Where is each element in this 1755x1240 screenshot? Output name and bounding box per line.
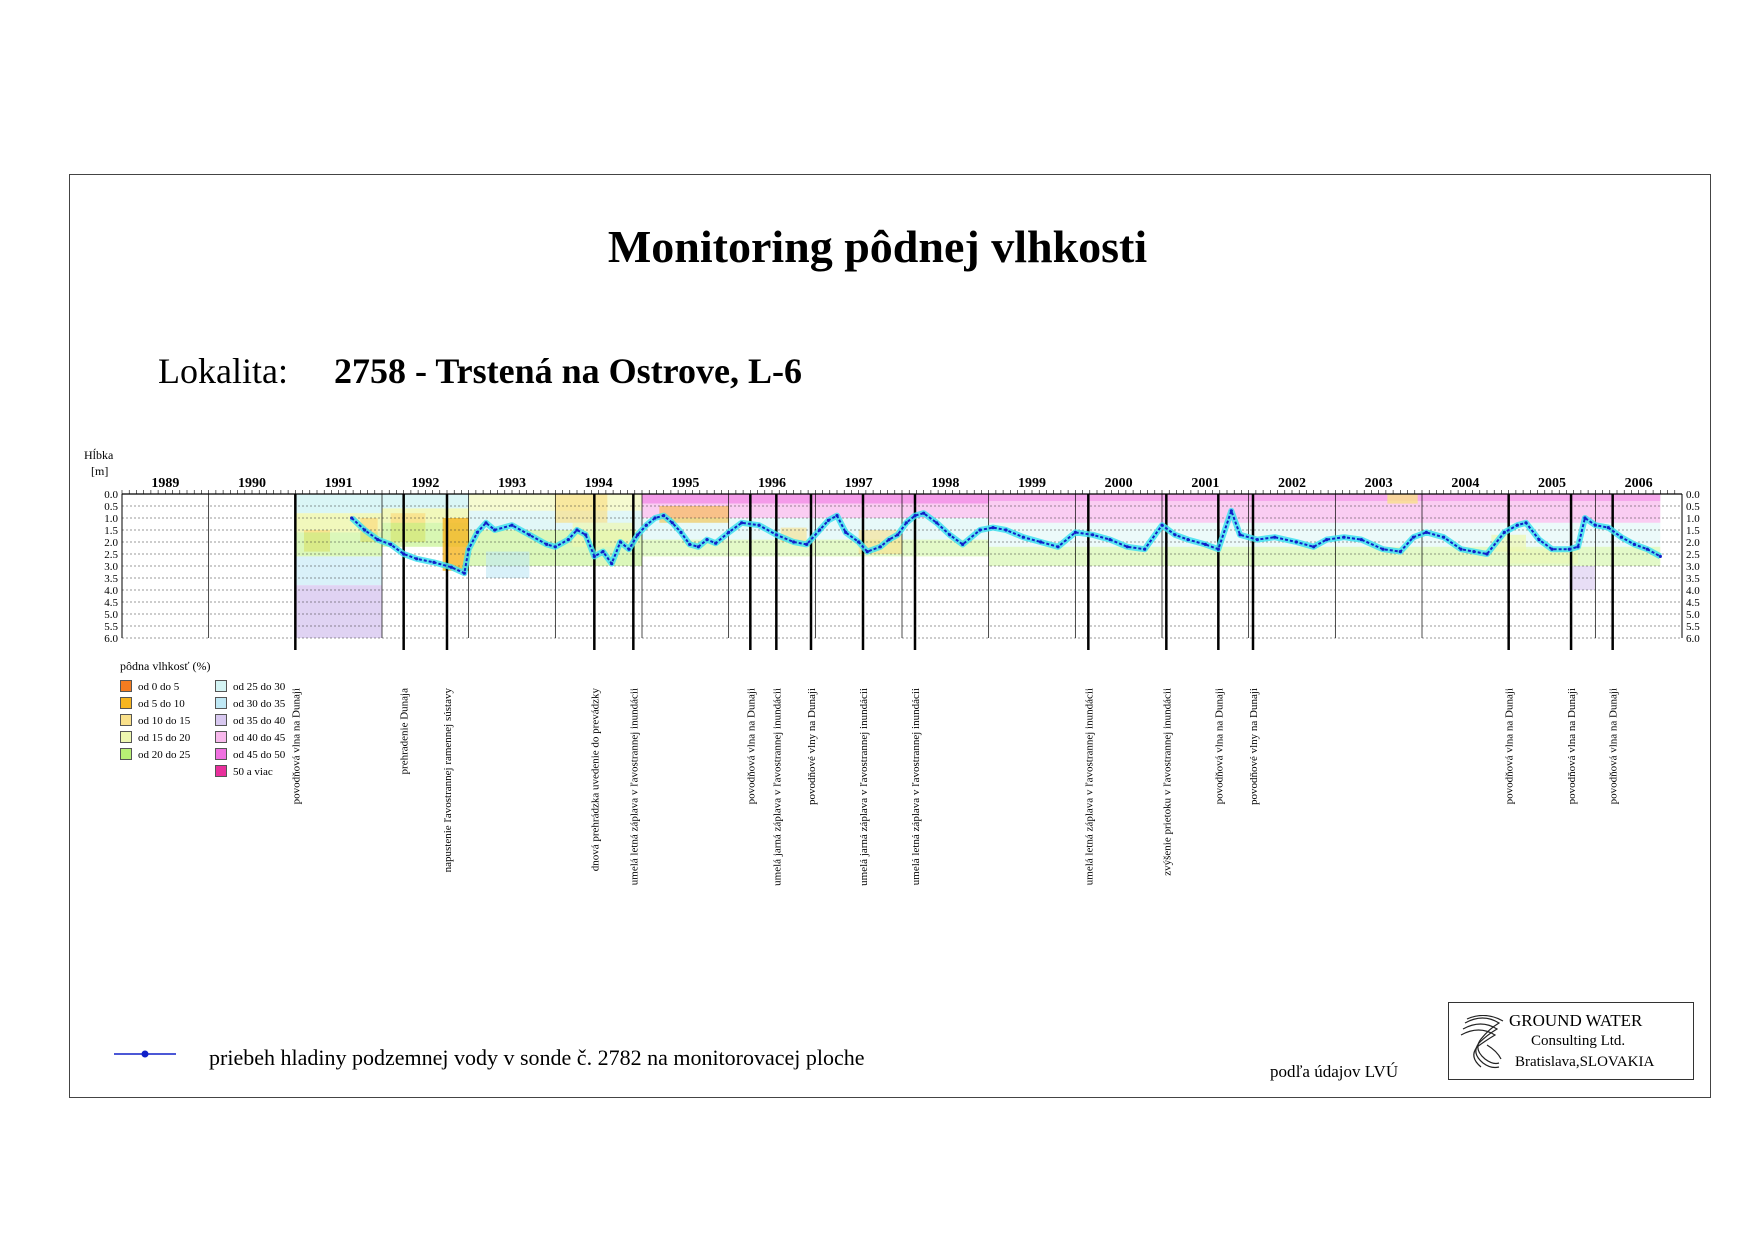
- legend-item: [120, 731, 190, 744]
- groundwater-point: [463, 572, 466, 575]
- groundwater-point: [1537, 538, 1540, 541]
- groundwater-point: [1039, 540, 1042, 543]
- groundwater-point: [1091, 533, 1094, 536]
- groundwater-point: [1074, 531, 1077, 534]
- y-tick-label-left: 3.5: [104, 573, 118, 585]
- x-tick-label-year: 2001: [1191, 476, 1220, 491]
- event-label: povodňová vlna na Dunaji: [1213, 688, 1226, 805]
- legend-item: [120, 748, 190, 761]
- legend-label: od 25 do 30: [233, 681, 286, 693]
- x-tick-label-year: 2003: [1364, 476, 1393, 491]
- groundwater-legend-marker: [114, 1044, 176, 1064]
- legend-item: [120, 680, 179, 693]
- groundwater-point: [671, 521, 674, 524]
- legend-label: od 0 do 5: [138, 681, 180, 693]
- event-label: povodňová vlna na Dunaji: [1503, 688, 1516, 805]
- groundwater-point: [415, 557, 418, 560]
- groundwater-point: [1412, 536, 1415, 539]
- groundwater-point: [584, 533, 587, 536]
- moisture-cell: [295, 556, 382, 585]
- groundwater-point: [922, 512, 925, 515]
- groundwater-point: [679, 531, 682, 534]
- logo-line-3: Bratislava,SLOVAKIA: [1515, 1054, 1655, 1070]
- event-label: umelá letná záplava v ľavostrannej inundácii: [910, 688, 922, 886]
- x-tick-label-year: 1990: [238, 476, 266, 491]
- y-tick-label-right: 5.5: [1686, 621, 1700, 633]
- event-label: napustenie ľavostrannej ramennej sústavy: [442, 688, 454, 873]
- groundwater-point: [1607, 526, 1610, 529]
- event-label: povodňová vlna na Dunaji: [290, 688, 303, 805]
- groundwater-point: [978, 528, 981, 531]
- legend-label: od 30 do 35: [233, 698, 286, 710]
- event-label: dnová prehrádzka uvedenie do prevádzky: [589, 688, 602, 872]
- groundwater-point: [775, 533, 778, 536]
- groundwater-point: [1516, 524, 1519, 527]
- y-tick-label-left: 6.0: [104, 633, 118, 645]
- y-tick-label-right: 4.0: [1686, 585, 1700, 597]
- groundwater-point: [1325, 538, 1328, 541]
- groundwater-point: [1524, 521, 1527, 524]
- groundwater-point: [697, 545, 700, 548]
- groundwater-point: [1620, 536, 1623, 539]
- groundwater-point: [961, 543, 964, 546]
- y-tick-label-left: 0.0: [104, 489, 118, 501]
- groundwater-point: [866, 550, 869, 553]
- legend-item: [120, 697, 185, 710]
- x-tick-label-year: 2005: [1538, 476, 1566, 491]
- x-tick-label-year: 2004: [1451, 476, 1480, 491]
- x-tick-label-year: 1999: [1018, 476, 1046, 491]
- legend-label: od 40 do 45: [233, 732, 286, 744]
- groundwater-point: [1442, 536, 1445, 539]
- groundwater-point: [1659, 555, 1662, 558]
- groundwater-point: [857, 540, 860, 543]
- groundwater-legend-label: priebeh hladiny podzemnej vody v sonde č. 2782 na monitorovacej ploche: [209, 1045, 865, 1070]
- groundwater-point: [662, 514, 665, 517]
- groundwater-point: [1173, 533, 1176, 536]
- groundwater-point: [528, 533, 531, 536]
- groundwater-point: [827, 519, 830, 522]
- company-logo: [1448, 1002, 1694, 1080]
- x-tick-label-year: 1993: [498, 476, 526, 491]
- groundwater-point: [376, 538, 379, 541]
- event-label: povodňová vlna na Dunaji: [1607, 688, 1620, 805]
- x-tick-label-year: 2000: [1104, 476, 1133, 491]
- moisture-cell: [555, 494, 607, 523]
- groundwater-point: [432, 561, 435, 564]
- legend-swatch: [120, 697, 132, 709]
- groundwater-point: [740, 521, 743, 524]
- moisture-cell: [295, 494, 382, 513]
- groundwater-point: [567, 538, 570, 541]
- legend-label: od 35 do 40: [233, 715, 286, 727]
- groundwater-point: [1312, 545, 1315, 548]
- x-tick-label-year: 1989: [151, 476, 180, 491]
- event-label: povodňové vlny na Dunaji: [1248, 688, 1260, 806]
- groundwater-point: [991, 526, 994, 529]
- legend-item: [215, 731, 285, 744]
- location-value: 2758 - Trstená na Ostrove, L-6: [334, 351, 802, 391]
- groundwater-point: [653, 516, 656, 519]
- groundwater-point: [705, 538, 708, 541]
- y-tick-label-right: 6.0: [1686, 633, 1700, 645]
- groundwater-point: [1576, 545, 1579, 548]
- y-tick-label-left: 3.0: [104, 561, 118, 573]
- groundwater-point: [1108, 538, 1111, 541]
- moisture-cell: [295, 585, 382, 638]
- location-label: Lokalita:: [158, 351, 288, 391]
- event-label: povodňová vlna na Dunaji: [1566, 688, 1579, 805]
- groundwater-point: [627, 548, 630, 551]
- y-tick-label-left: 0.5: [104, 501, 118, 513]
- groundwater-point: [350, 516, 353, 519]
- groundwater-point: [714, 542, 717, 545]
- groundwater-point: [402, 552, 405, 555]
- logo-line-1: GROUND WATER: [1509, 1011, 1643, 1030]
- legend-item: [215, 765, 273, 778]
- legend-item: [215, 714, 285, 727]
- legend-item: [215, 680, 285, 693]
- groundwater-point: [1594, 524, 1597, 527]
- legend-swatch: [215, 680, 227, 692]
- groundwater-point: [1633, 543, 1636, 546]
- groundwater-point: [879, 545, 882, 548]
- y-tick-label-right: 0.5: [1686, 501, 1700, 513]
- y-tick-label-right: 5.0: [1686, 609, 1700, 621]
- x-tick-label-year: 1992: [411, 476, 440, 491]
- groundwater-point: [1425, 531, 1428, 534]
- groundwater-point: [844, 531, 847, 534]
- legend-swatch: [215, 697, 227, 709]
- y-axis-label-unit: [m]: [91, 464, 109, 478]
- x-tick-label-year: 2002: [1278, 476, 1306, 491]
- groundwater-point: [1256, 538, 1259, 541]
- groundwater-point: [1342, 536, 1345, 539]
- x-tick-label-year: 2006: [1624, 476, 1653, 491]
- groundwater-point: [757, 524, 760, 527]
- event-label: umelá letná záplava v ľavostrannej inundácii: [628, 688, 641, 886]
- legend-item: [215, 748, 285, 761]
- legend-swatch: [120, 680, 132, 692]
- legend-swatch: [215, 714, 227, 726]
- groundwater-point: [645, 524, 648, 527]
- groundwater-point: [601, 550, 604, 553]
- y-tick-label-right: 0.0: [1686, 489, 1700, 501]
- groundwater-point: [510, 524, 513, 527]
- event-label: povodňové vlny na Dunaji: [806, 688, 818, 806]
- groundwater-point: [1550, 548, 1553, 551]
- groundwater-point: [727, 531, 730, 534]
- y-tick-label-left: 1.0: [104, 513, 118, 525]
- legend-label: od 5 do 10: [138, 698, 185, 710]
- groundwater-point: [805, 543, 808, 546]
- groundwater-point: [896, 533, 899, 536]
- legend-swatch: [215, 731, 227, 743]
- source-note: podľa údajov LVÚ: [1270, 1062, 1399, 1081]
- y-axis-label-name: Hĺbka: [84, 448, 114, 462]
- y-tick-label-right: 1.5: [1686, 525, 1700, 537]
- groundwater-point: [835, 514, 838, 517]
- y-tick-label-left: 5.0: [104, 609, 118, 621]
- y-tick-label-left: 4.0: [104, 585, 118, 597]
- groundwater-point: [1568, 548, 1571, 551]
- legend-swatch: [215, 748, 227, 760]
- event-label: prehradenie Dunaja: [398, 688, 411, 775]
- groundwater-point: [363, 528, 366, 531]
- groundwater-point: [1381, 548, 1384, 551]
- groundwater-point: [1583, 516, 1586, 519]
- y-tick-label-left: 2.5: [104, 549, 118, 561]
- y-tick-label-left: 1.5: [104, 525, 118, 537]
- groundwater-point: [545, 543, 548, 546]
- groundwater-point: [1143, 548, 1146, 551]
- legend-label: od 45 do 50: [233, 749, 286, 761]
- groundwater-point: [1230, 509, 1233, 512]
- legend-label: od 10 do 15: [138, 715, 191, 727]
- groundwater-point: [1503, 531, 1506, 534]
- logo-mark-icon: [1459, 1015, 1505, 1071]
- legend-label: od 15 do 20: [138, 732, 191, 744]
- groundwater-point: [1360, 538, 1363, 541]
- groundwater-point: [688, 543, 691, 546]
- x-tick-label-year: 1994: [584, 476, 613, 491]
- groundwater-point: [1459, 548, 1462, 551]
- y-tick-label-right: 4.5: [1686, 597, 1700, 609]
- groundwater-point: [493, 528, 496, 531]
- groundwater-point: [1399, 550, 1402, 553]
- y-tick-label-right: 3.5: [1686, 573, 1700, 585]
- event-label: povodňová vlna na Dunaji: [745, 688, 758, 805]
- event-label: zvýšenie prietoku v ľavostrannej inundácii: [1161, 688, 1174, 876]
- y-tick-label-right: 3.0: [1686, 561, 1700, 573]
- x-tick-label-year: 1997: [844, 476, 873, 491]
- moisture-cell: [486, 552, 529, 578]
- y-tick-label-right: 2.5: [1686, 549, 1700, 561]
- groundwater-point: [575, 528, 578, 531]
- groundwater-point: [554, 545, 557, 548]
- x-tick-label-year: 1995: [671, 476, 700, 491]
- groundwater-point: [389, 543, 392, 546]
- groundwater-point: [1273, 536, 1276, 539]
- groundwater-point: [610, 562, 613, 565]
- groundwater-point: [450, 566, 453, 569]
- groundwater-point: [1238, 533, 1241, 536]
- groundwater-point: [792, 540, 795, 543]
- groundwater-point: [1186, 538, 1189, 541]
- y-tick-label-right: 1.0: [1686, 513, 1700, 525]
- groundwater-point: [818, 528, 821, 531]
- y-tick-label-left: 4.5: [104, 597, 118, 609]
- legend-swatch: [120, 714, 132, 726]
- page-title: Monitoring pôdnej vlhkosti: [607, 221, 1148, 272]
- groundwater-point: [1472, 550, 1475, 553]
- groundwater-point: [619, 540, 622, 543]
- moisture-cell: [1387, 494, 1417, 504]
- groundwater-point: [1056, 545, 1059, 548]
- y-tick-label-left: 5.5: [104, 621, 118, 633]
- groundwater-point: [467, 548, 470, 551]
- x-tick-label-year: 1996: [758, 476, 786, 491]
- groundwater-point: [905, 521, 908, 524]
- groundwater-point: [887, 538, 890, 541]
- groundwater-point: [484, 521, 487, 524]
- event-label: umelá jarná záplava v ľavostrannej inundácii: [858, 688, 870, 886]
- groundwater-point: [593, 555, 596, 558]
- event-label: umelá jarná záplava v ľavostrannej inundácii: [771, 688, 784, 886]
- y-tick-label-left: 2.0: [104, 537, 118, 549]
- legend-swatch: [120, 731, 132, 743]
- x-tick-label-year: 1998: [931, 476, 960, 491]
- legend-label: od 20 do 25: [138, 749, 191, 761]
- y-tick-label-right: 2.0: [1686, 537, 1700, 549]
- legend-item: [120, 714, 190, 727]
- groundwater-point: [1004, 528, 1007, 531]
- event-label: umelá letná záplava v ľavostrannej inundácii: [1083, 688, 1096, 886]
- groundwater-point: [1126, 545, 1129, 548]
- groundwater-point: [476, 531, 479, 534]
- groundwater-point: [1646, 548, 1649, 551]
- groundwater-point: [935, 521, 938, 524]
- legend-label: 50 a viac: [233, 766, 273, 778]
- x-tick-label-year: 1991: [324, 476, 353, 491]
- legend-title: pôdna vlhkosť (%): [120, 659, 211, 673]
- groundwater-point: [1295, 540, 1298, 543]
- groundwater-point: [636, 533, 639, 536]
- groundwater-point: [1160, 524, 1163, 527]
- groundwater-point: [913, 514, 916, 517]
- logo-line-2: Consulting Ltd.: [1531, 1033, 1626, 1049]
- groundwater-point: [1204, 543, 1207, 546]
- legend-item: [215, 697, 285, 710]
- groundwater-point: [1485, 552, 1488, 555]
- legend-swatch: [120, 748, 132, 760]
- groundwater-point: [1217, 548, 1220, 551]
- legend-swatch: [215, 765, 227, 777]
- groundwater-point: [1022, 536, 1025, 539]
- groundwater-point: [948, 533, 951, 536]
